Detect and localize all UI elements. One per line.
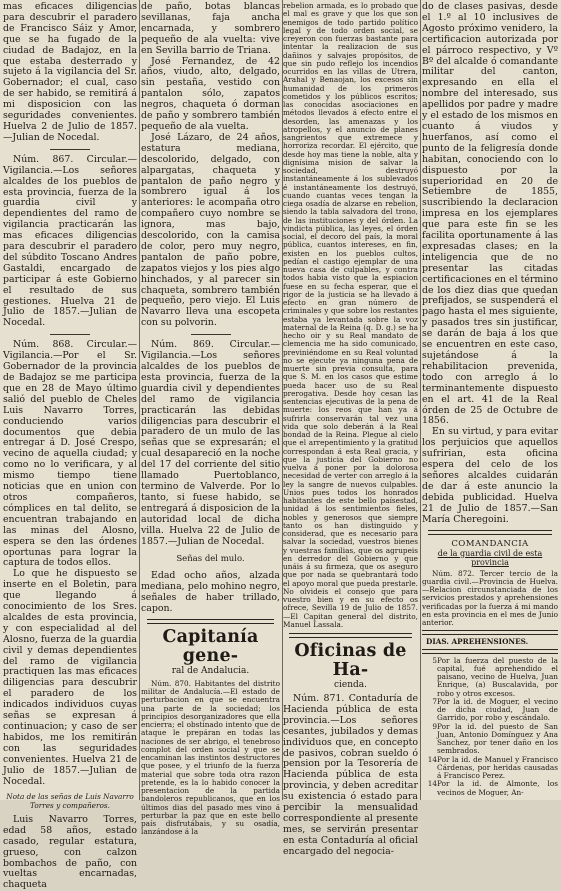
section-note-heading: Señas del mulo. [176,554,245,565]
table-row [422,657,558,698]
section-heading: Oficinas de Ha- [294,641,407,680]
article-paragraph: Núm. 867. Circular.—Vigilancia.—Los señores alcaldes de los pueblos de esta provincia, fuerza de la guardia civil y dependientes del ramo de vigilancia practicarán las mas eficaces diligencias para descubrir el paradero del súbdito Toscano Andres Gastaldi, encargado de participar á este Gobierno el resultado de sus gestiones. Huelva 21 de Julio de 1857.—Julian de Nocedal. [3,153,137,329]
article-paragraph: Núm. 871. Contaduría de Hacienda pública de esta provincia.—Los señores cesantes, jubilados y demas individuos que, en concepto de pasivos, cobran sueldo ó pension por la Tesorería de Hacienda pública de esta provincia, y deben acreditar su existencia ó estado para percibir la mensualidad correspondiente al presente mes, se servirán presentar en esta Contaduría al oficial encargado del negocia- [283,693,418,857]
article-paragraph: de paño, botas blancas sevillanas, faja ancha encarnada, y sombrero pequeño de ala vuelta: vive en Sevilla barrio de Triana. [141,1,280,56]
column-rule [420,0,421,800]
article-paragraph: Núm. 870. Habitantes del distrito militar de Andalucía.—El estado de perturbacion en que se encuentra una parte de la sociedad; los principios desorganizadores que ella encierra; el obstinado intento que de ataque le prepáran en todas las naciones de ser abrigo, el tenebroso complot del orden social y que se encaminan las instintos destructores que posee, y el triunfo de la fuerza material que sobre toda otra razon pretende, es la lo habido conocer la presentacion de la partida bandoleros republicanos, que en los últimos dias del pasado mes vino á perturbar la paz que en este bello país disfrutábais, y su osadía, lanzándose á la [141,678,280,837]
column-rule [139,0,140,800]
section-subheading: cienda. [333,680,368,690]
separator [50,149,90,150]
day-cell: 14 [427,754,437,764]
double-rule [428,530,552,535]
separator [50,334,90,335]
article-paragraph: mas eficaces diligencias para descubrir el paradero de Francisco Sáiz y Amor, que se ha fugado de la ciudad de Badajoz, en la que estaba desterrado y sujeto á la vigilancia del Sr. Gobernador; el cual, caso de ser habido, se remitirá á mi disposicion con las seguridades convenientes. Huelva 2 de Julio de 1857.—Julian de Nocedal. [3,1,137,143]
article-paragraph: José Lázaro, de 24 años, estatura mediana, descolorido, delgado, con alpargatas, chaqueta y pantalon de paño negro y sombrero igual á los anteriores: le acompaña otro compañero cuyo nombre se ignora, mas bajo, descolorido, con la camisa de color, pero muy negro, pantalon de paño pobre, zapatos viejos y los pies algo hinchados, y al parecer sin chaqueta, sombrero también pequeño, pero viejo. El Luis Navarro lleva una escopeta con su polvorin. [141,131,280,329]
section-subheading: de la guardia civil de esta provincia [437,548,543,567]
day-cell: 14 [427,779,437,789]
description-cell: Por la id. de Manuel y Francisco Cárdenas, por heridas causadas á Francisco Perez. [437,754,558,780]
article-paragraph: Núm. 868. Circular.—Vigilancia.—Por el Sr. Gobernador de la provincia de Badajoz se me participa que en 28 de Mayo último salió del pueblo de Cheles Luis Navarro Torres, conduciendo varios documentos que debia entregar á D. José Crespo, vecino de aquella ciudad; y como no lo verificara, y al mismo tiempo tiene noticias que en union con otros compañeros, cómplices en tal delito, se encuentran trabajando en las minas del Alosno, espera se den las órdenes oportunas para lograr la captura de todos ellos. [3,339,137,569]
article-paragraph: José Fernandez, de 42 años, viudo, alto, delgado, sin pestaña, vestido con pantalon sólo, zapatos negros, chaqueta ó dorman de paño y sombrero también pequeño de ala vuelta. [141,55,280,132]
article-paragraph: Núm. 872. Tercer tercio de la guardia civil.—Provincia de Huelva.—Relacion circunstanciada de los servicios prestados y aprehensiones verificadas por la fuerza á mi mando en esta provincia en el mes de Junio anterior. [422,568,558,627]
double-rule [422,649,558,654]
section-subheading: ral de Andalucia. [171,665,250,676]
article-paragraph: Edad ocho años, alzada mediana, pelo mohino negro, señales de haber trillado, capon. [141,570,280,615]
description-cell: Por la fuerza del puesto de la capital, fué aprehendido el paisano, vecino de Huelva, Juan Enrique, (a) Buscalavida, por robo y otros excesos. [437,655,558,698]
table-header: DIAS. APREHENSIONES. [426,637,529,647]
section-heading: Capitanía gene- [162,626,259,666]
column-1 [3,0,137,891]
double-rule [422,630,558,635]
section-note-heading: Nota de las señas de Luis Navarro Torres y compañeros. [6,792,134,810]
day-cell: 9 [432,721,437,731]
description-cell: Por la id. del puesto de San Juan, Antonio Domínguez y Ana Sanchez, por tener daño en los sembrados. [437,721,558,756]
column-4 [422,0,558,800]
table-row [422,698,558,723]
article-paragraph: do de clases pasivas, desde el 1.º al 10 inclusives de Agosto próximo venidero, la certificacion autorizada por el párroco respectivo, y Vº Bº del alcalde ó comandante militar del canton, expresando en ella el nombre del interesado, sus apellidos por padre y madre y el estado de los mismos en cuanto á viudos y huerfanos, así como el punto de la feligresía donde habitan, conociendo con lo dispuesto por la superioridad en 20 de Setiembre de 1855, suscribiendo la declaracion impresa en los ejemplares que para este fin se les facilita oportunamente á las expresadas clases; en la inteligencia que de no presentar las citadas certificaciones en el término de los diez dias que quedan prefijados, se suspenderá el pago hasta el mes siguiente, y pasados tres sin justificar, se darán de baja á los que se encuentren en este caso, sujetándose á la rehabilitacion prevenida, todo con arreglo á lo terminantemente dispuesto en el art. 41 de la Real órden de 25 de Octubre de 1856. [422,1,558,427]
description-cell: Por la id. de Moguer, el vecino de dicha ciudad, Juan de Garrido, por robo y escándalo. [437,696,558,723]
article-paragraph: Luis Navarro Torres, edad 58 años, estado casado, regular estatura, grueso, con calzon bombachos de paño, con vueltas encarnadas, chaqueta [3,813,137,891]
column-2 [141,0,280,837]
separator [191,334,231,335]
apprehensions-table [422,657,558,797]
table-row [422,780,558,797]
table-row [422,723,558,756]
article-paragraph: rebelion armada, es lo probado que el mal es grave y que los que son enemigos de todo partido político legal y de todo orden social, se creyeron con fuerzas bastante para intentar la realizacion de sus dañinos y salvajes propósitos, de que sin pudo reflejo los incendios ocurridos en las villas de Utrera, Arahal y Benaojan, los excesos sin humanidad de los primeros cometidos y los públicos escritos; las conocidas asociaciones en métodos llevados á efecto entre el desorden, las amenazas y los atropellos, y el anuncio de planes sangrientos que extremece y horroriza recordar. El ejército, que desde hoy mas tiene la noble, alta y dignísima mision de salvar la sociedad, destruyó instantáneamente á los sublevados é instantáneamente los destruyó, cuando cuantas veces tengan la ciega osadía de alzarse en rebelion, siendo la tabla salvadora del trono, de las instituciones y del órden. La vindicta pública, las leyes, el órden social, el decoro del país, la moral pública, cuantos intereses, en fin, existen en los pueblos cultos, pedían el castigo ejemplar de una nueva casa de culpables, y contra todos habia visto que la espiacion fuese en su fecha esperar, que el rigor de la justicia se ha llevado á efecto en gran número de criminales y que sobre los restantes estaba ya levantada sobre la voz maternal de la Reina (q. D. g.) se ha hecho oir y su Real mandato de clemencia me ha sido comunicado, previniéndome en su Real voluntad no se ejecute ya ninguna pena de muerte sin previa consulta, para que S. M. en los casos que estime pueda hacer uso de su Real prerogativa. Desde hoy cesan las sentencias ejecutivas de la pena de muerte: los reos que han ya á sufrirla conservarán tal vez una vida que solo deberán á la Real bondad de la Reina. Plegue al cielo que el arrepentimiento y la gratitud correspondan á esta Real gracia, y que la justicia del Gobierno no vuelva á poner por la dolorosa necesidad de verter con arreglo á la ley la sangre de nuevos culpables. Unios pues todos los honrados habitantes de este bello paísestad, unidad á los sentimientos fieles, nobles y generosos que siempre tanto os han distinguido y considerad, que es necesario para salvar la sociedad, vuestros bienes y vuestras familias, que os agrupeis en derredor del Gobierno y que unáis á su firmeza, que os aseguro que por nada se quebrantará todo el apoyo moral que pueda prestarle. No olvideis el consejo que para vuestro bien y en su efecto os ofrece, Sevilla 19 de Julio de 1857.—El Capitan general del distrito, Manuel Lassala. [283,1,418,629]
column-3 [283,0,418,857]
article-paragraph: En su virtud, y para evitar los perjuicios que aquellos sufririan, esta oficina espera del celo de los señores alcaldes cuidarán de dar á este anuncio la debida publicidad. Huelva 21 de Julio de 1857.—San María Cheregoini. [422,426,558,525]
table-row [422,756,558,781]
section-heading: COMANDANCIA [451,538,529,549]
double-rule [147,619,274,624]
article-paragraph: Lo que he dispuesto se inserte en el Boletin, para que llegando á conocimiento de los Sres. alcaldes de esta provincia, y con especialidad al del Alosno, fuerza de la guardia civil y demas dependientes del ramo de vigilancia practiquen las mas eficaces diligencias para descubrir el paradero de los indicados individuos cuyas señas se expresan á continuacion; y caso de ser habidos, me los remitirán con las seguridades convenientes. Huelva 21 de Julio de 1857.—Julian de Nocedal. [3,568,137,787]
double-rule [289,633,412,638]
description-cell: Por la id. de Almonte, los vecinos de Moguer, An- [437,779,558,797]
article-paragraph: Núm. 869. Circular.—Vigilancia.—Los señores alcaldes de los pueblos de esta provincia, fuerza de la guardia civil y dependientes del ramo de vigilancia practicarán las debidas diligencias para descubrir el paradero de un mulo de las señas que se expresarán; el cual desapareció en la noche del 17 del corriente del sitio llamado Puertoblanco, termino de Valverde. Por lo tanto, si fuese habido, se entregará á disposicion de la autoridad local de dicha villa. Huelva 22 de Julio de 1857.—Julian de Nocedal. [141,339,280,547]
day-cell: 5 [432,655,437,665]
day-cell: 7 [432,696,437,706]
